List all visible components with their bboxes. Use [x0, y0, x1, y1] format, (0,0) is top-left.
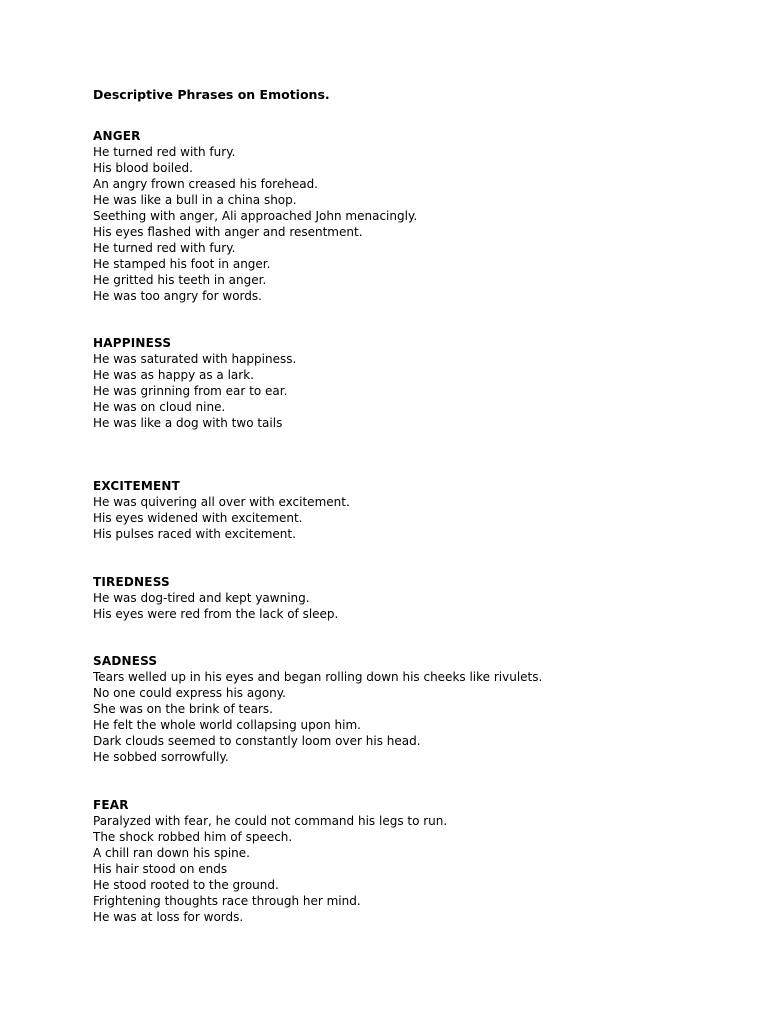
- section-tiredness: [93, 574, 733, 622]
- phrase-list: [93, 144, 733, 304]
- phrase-item: Frightening thoughts race through her mind.: [93, 894, 361, 908]
- phrase-item: He felt the whole world collapsing upon him.: [93, 718, 361, 732]
- phrase-item: He was too angry for words.: [93, 289, 262, 303]
- phrase-item: His pulses raced with excitement.: [93, 527, 296, 541]
- section-fear: [93, 797, 733, 925]
- section-sadness: [93, 653, 733, 765]
- phrase-item: He was like a dog with two tails: [93, 416, 283, 430]
- phrase-item: Dark clouds seemed to constantly loom over his head.: [93, 734, 421, 748]
- section-heading: EXCITEMENT: [93, 479, 181, 493]
- phrase-item: A chill ran down his spine.: [93, 846, 250, 860]
- phrase-item: He sobbed sorrowfully.: [93, 750, 229, 764]
- phrase-item: His hair stood on ends: [93, 862, 228, 876]
- phrase-item: He was quivering all over with excitement.: [93, 495, 350, 509]
- section-heading: HAPPINESS: [93, 336, 172, 350]
- section-heading: FEAR: [93, 798, 129, 812]
- phrase-item: He turned red with fury.: [93, 241, 236, 255]
- phrase-list: [93, 813, 733, 925]
- phrase-item: An angry frown creased his forehead.: [93, 177, 318, 191]
- phrase-item: Paralyzed with fear, he could not command his legs to run.: [93, 814, 448, 828]
- section-excitement: [93, 478, 733, 542]
- phrase-item: He was at loss for words.: [93, 910, 244, 924]
- phrase-item: No one could express his agony.: [93, 686, 286, 700]
- phrase-item: He was dog-tired and kept yawning.: [93, 591, 310, 605]
- section-heading: SADNESS: [93, 654, 158, 668]
- phrase-item: His eyes widened with excitement.: [93, 511, 303, 525]
- phrase-item: Seething with anger, Ali approached John menacingly.: [93, 209, 418, 223]
- phrase-list: [93, 669, 733, 765]
- phrase-item: His blood boiled.: [93, 161, 193, 175]
- phrase-item: He turned red with fury.: [93, 145, 236, 159]
- section-heading: TIREDNESS: [93, 575, 170, 589]
- phrase-item: He stood rooted to the ground.: [93, 878, 279, 892]
- phrase-item: He was grinning from ear to ear.: [93, 384, 288, 398]
- section-anger: [93, 128, 733, 304]
- document-title: Descriptive Phrases on Emotions.: [93, 87, 330, 102]
- section-heading: ANGER: [93, 129, 141, 143]
- phrase-list: [93, 351, 733, 431]
- phrase-item: He gritted his teeth in anger.: [93, 273, 267, 287]
- phrase-item: He was saturated with happiness.: [93, 352, 297, 366]
- phrase-list: [93, 494, 733, 542]
- phrase-item: He stamped his foot in anger.: [93, 257, 271, 271]
- phrase-item: He was like a bull in a china shop.: [93, 193, 297, 207]
- document-page: [93, 87, 733, 924]
- phrase-item: Tears welled up in his eyes and began rolling down his cheeks like rivulets.: [93, 670, 543, 684]
- phrase-item: He was on cloud nine.: [93, 400, 226, 414]
- phrase-list: [93, 590, 733, 622]
- phrase-item: She was on the brink of tears.: [93, 702, 273, 716]
- phrase-item: The shock robbed him of speech.: [93, 830, 293, 844]
- phrase-item: His eyes were red from the lack of sleep.: [93, 607, 339, 621]
- section-happiness: [93, 335, 733, 431]
- phrase-item: His eyes flashed with anger and resentment.: [93, 225, 363, 239]
- phrase-item: He was as happy as a lark.: [93, 368, 254, 382]
